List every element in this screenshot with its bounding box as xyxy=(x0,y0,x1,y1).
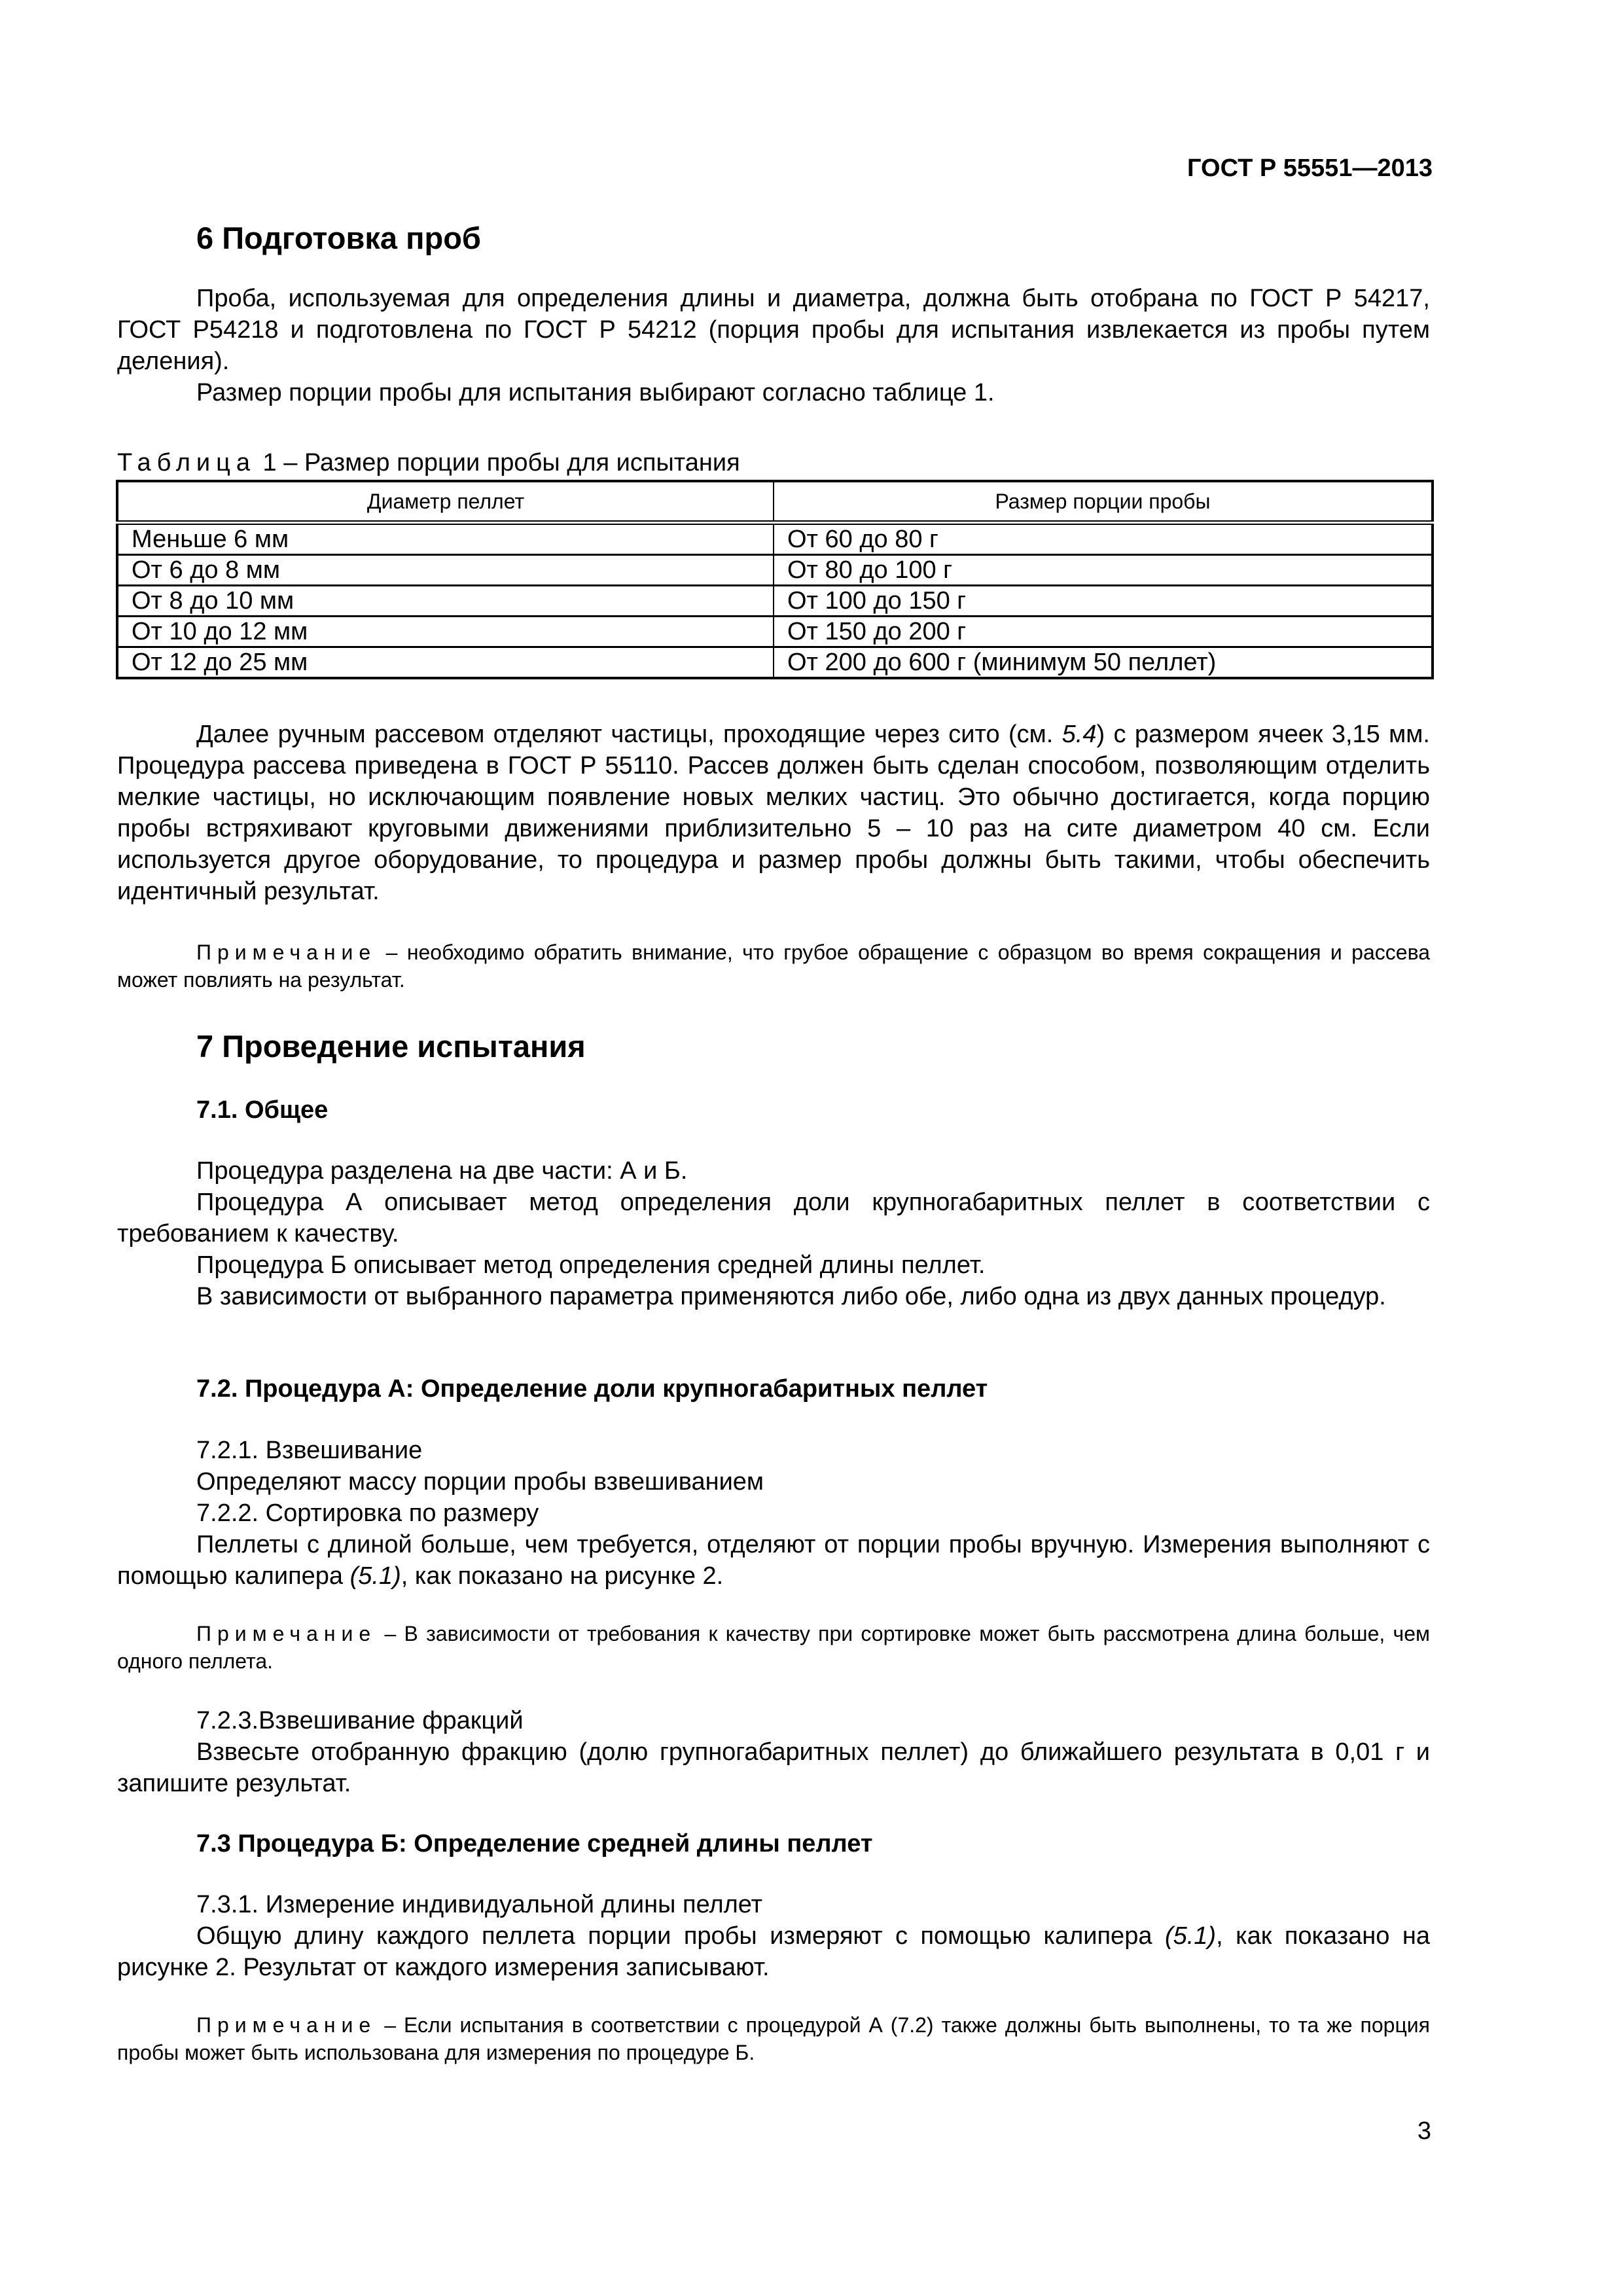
paragraph-text: Общую длину каждого пеллета порции пробы измеряют с помощью калипера xyxy=(196,1922,1165,1950)
cell-diameter: От 8 до 10 мм xyxy=(117,586,774,617)
paragraph-text: , как показано на рисунке 2. Результат от каждого измерения записывают. xyxy=(117,1922,1431,1981)
section-7-2-3-text: Взвесьте отобранную фракцию (долю групногабаритных пеллет) до ближайшего результата в 0,01 г и запишите результат. xyxy=(117,1738,1430,1797)
section-7-1-paragraph-1: Процедура разделена на две части: А и Б. xyxy=(196,1157,688,1185)
note-text: – Если испытания в соответствии с процедурой А (7.2) также должны быть выполнены, то та же порция пробы может быть использована для измерения по процедуре Б. xyxy=(117,2013,1430,2064)
section-7-3-1-heading: 7.3.1. Измерение индивидуальной длины пеллет xyxy=(196,1891,763,1918)
table-row xyxy=(117,647,1433,679)
cell-portion-size: От 100 до 150 г xyxy=(774,586,1433,617)
section-7-2-note xyxy=(117,1620,1430,1675)
table-row xyxy=(117,555,1433,586)
table-row xyxy=(117,586,1433,617)
table-1-caption xyxy=(117,450,740,475)
table-1-sample-size xyxy=(116,480,1434,679)
section-6-heading: 6 Подготовка проб xyxy=(196,221,481,255)
cell-portion-size: От 200 до 600 г (минимум 50 пеллет) xyxy=(774,647,1433,679)
table-caption-text: 1 – Размер порции пробы для испытания xyxy=(256,449,740,476)
document-code: ГОСТ Р 55551—2013 xyxy=(1187,154,1433,182)
column-header-portion-size: Размер порции пробы xyxy=(774,481,1433,523)
column-header-diameter: Диаметр пеллет xyxy=(117,481,774,523)
paragraph-text: Пеллеты с длиной больше, чем требуется, отделяют от порции пробы вручную. Измерения выполняют с помощью калипера xyxy=(117,1531,1430,1590)
cell-portion-size: От 60 до 80 г xyxy=(774,523,1433,555)
paragraph-text: Далее ручным рассевом отделяют частицы, проходящие через сито (см. xyxy=(196,721,1062,748)
note-text: – необходимо обратить внимание, что грубое обращение с образцом во время сокращения и рассева может повлиять на результат. xyxy=(117,941,1430,992)
section-6-paragraph-2: Размер порции пробы для испытания выбирают согласно таблице 1. xyxy=(196,379,995,406)
section-7-1-paragraph-4: В зависимости от выбранного параметра применяются либо обе, либо одна из двух данных процедур. xyxy=(196,1283,1386,1310)
section-7-1-paragraph-3: Процедура Б описывает метод определения средней длины пеллет. xyxy=(196,1251,986,1279)
section-7-3-1-text xyxy=(117,1920,1430,1983)
section-7-heading: 7 Проведение испытания xyxy=(196,1029,586,1064)
section-7-3-note xyxy=(117,2011,1430,2066)
table-header-row xyxy=(117,481,1433,523)
cell-diameter: От 10 до 12 мм xyxy=(117,617,774,647)
section-7-2-3-heading: 7.2.3.Взвешивание фракций xyxy=(196,1707,524,1734)
cell-diameter: От 12 до 25 мм xyxy=(117,647,774,679)
section-7-2-1-text: Определяют массу порции пробы взвешиванием xyxy=(196,1468,764,1496)
note-label: Примечание xyxy=(196,941,377,964)
cell-portion-size: От 150 до 200 г xyxy=(774,617,1433,647)
table-caption-label: Таблица xyxy=(117,449,256,476)
section-6-paragraph-3 xyxy=(117,719,1430,907)
paragraph-text: ) с размером ячеек 3,15 мм. Процедура рассева приведена в ГОСТ Р 55110. Рассев должен быть сделан способом, позволяющим отделить мелкие частицы, но исключающим появление новых мелких частиц. Это обычно достигается, когда порцию пробы встряхивают круговыми движениями приблизительно 5 – 10 раз на сите диаметром 40 см. Если используется другое оборудование, то процедура и размер пробы должны быть такими, чтобы обеспечить идентичный результат. xyxy=(117,721,1430,905)
page-number: 3 xyxy=(1417,2117,1431,2145)
paragraph-text: , как показано на рисунке 2. xyxy=(401,1562,724,1590)
cell-portion-size: От 80 до 100 г xyxy=(774,555,1433,586)
section-7-2-1-heading: 7.2.1. Взвешивание xyxy=(196,1437,423,1464)
section-7-2-2-heading: 7.2.2. Сортировка по размеру xyxy=(196,1499,539,1527)
table-row xyxy=(117,617,1433,647)
section-7-1-heading: 7.1. Общее xyxy=(196,1096,329,1124)
section-6-paragraph-1: Проба, используемая для определения длины и диаметра, должна быть отобрана по ГОСТ Р 54217, ГОСТ Р54218 и подготовлена по ГОСТ Р 54212 (порция пробы для испытания извлекается из пробы путем деления). xyxy=(117,285,1430,375)
reference-link-5-1[interactable]: (5.1) xyxy=(349,1562,401,1590)
table-row xyxy=(117,523,1433,555)
note-label: Примечание xyxy=(196,2013,377,2037)
section-6-note xyxy=(117,939,1430,994)
section-7-2-2-text xyxy=(117,1529,1430,1592)
note-text: – В зависимости от требования к качеству при сортировке может быть рассмотрена длина больше, чем одного пеллета. xyxy=(117,1622,1430,1673)
cell-diameter: От 6 до 8 мм xyxy=(117,555,774,586)
section-7-3-heading: 7.3 Процедура Б: Определение средней длины пеллет xyxy=(196,1830,873,1857)
reference-link-5-4[interactable]: 5.4 xyxy=(1061,721,1097,748)
section-7-2-heading: 7.2. Процедура А: Определение доли крупногабаритных пеллет xyxy=(196,1375,988,1403)
section-7-1-paragraph-2: Процедура А описывает метод определения доли крупногабаритных пеллет в соответствии с требованием к качеству. xyxy=(117,1189,1430,1247)
note-label: Примечание xyxy=(196,1622,377,1645)
reference-link-5-1[interactable]: (5.1) xyxy=(1164,1922,1217,1950)
cell-diameter: Меньше 6 мм xyxy=(117,523,774,555)
